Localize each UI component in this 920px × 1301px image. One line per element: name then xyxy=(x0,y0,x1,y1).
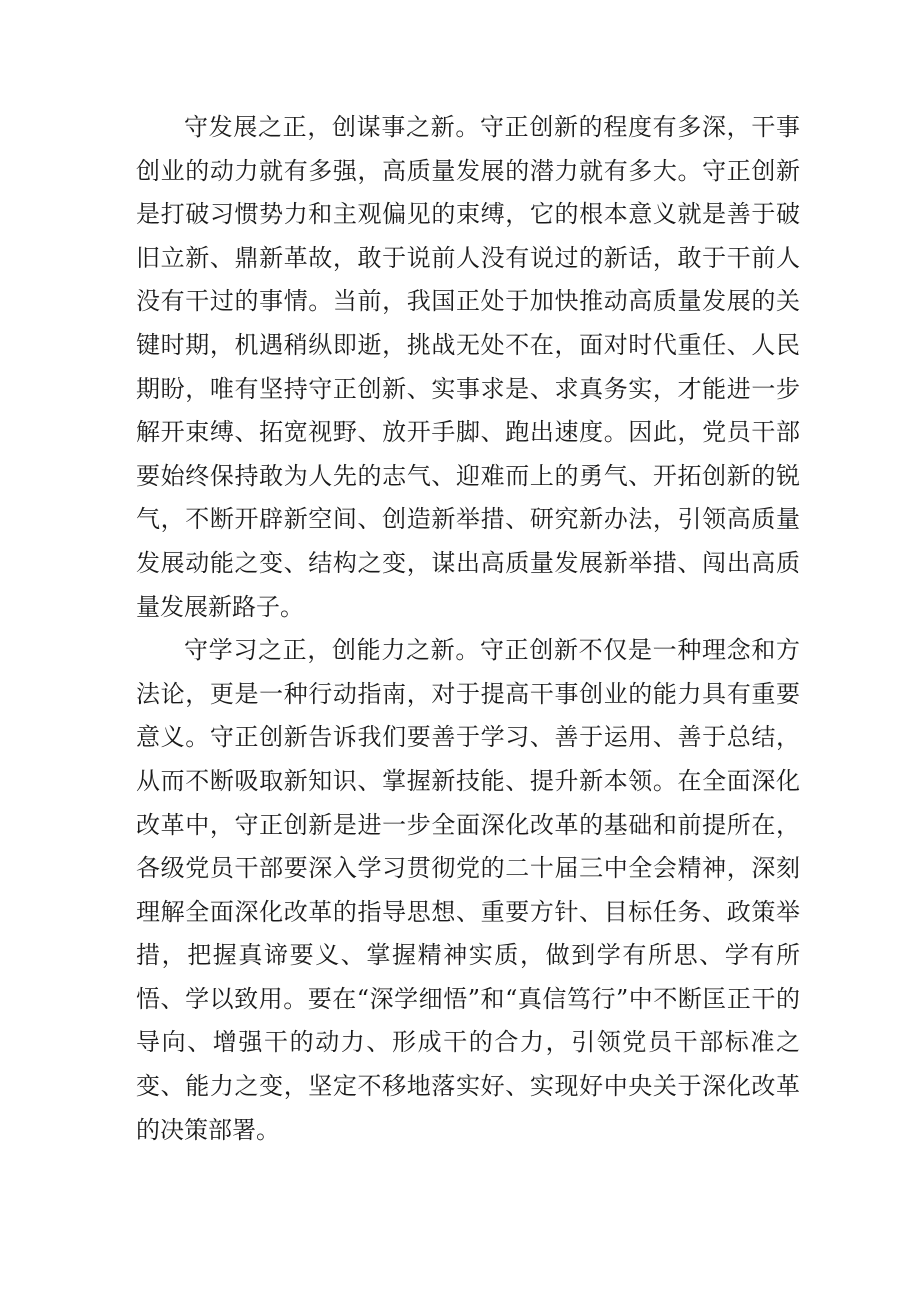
paragraph-development: 守发展之正，创谋事之新。守正创新的程度有多深，干事创业的动力就有多强，高质量发展的潜力就有多大。守正创新是打破习惯势力和主观偏见的束缚，它的根本意义就是善于破旧立新、鼎新革故，敢于说前人没有说过的新话，敢于干前人没有干过的事情。当前，我国正处于加快推动高质量发展的关键时期，机遇稍纵即逝，挑战无处不在，面对时代重任、人民期盼，唯有坚持守正创新、实事求是、求真务实，才能进一步解开束缚、拓宽视野、放开手脚、跑出速度。因此，党员干部要始终保持敢为人先的志气、迎难而上的勇气、开拓创新的锐气，不断开辟新空间、创造新举措、研究新办法，引领高质量发展动能之变、结构之变，谋出高质量发展新举措、闯出高质量发展新路子。 xyxy=(136,113,800,621)
paragraph-learning: 守学习之正，创能力之新。守正创新不仅是一种理念和方法论，更是一种行动指南，对于提高干事创业的能力具有重要意义。守正创新告诉我们要善于学习、善于运用、善于总结，从而不断吸取新知识、掌握新技能、提升新本领。在全面深化改革中，守正创新是进一步全面深化改革的基础和前提所在，各级党员干部要深入学习贯彻党的二十届三中全会精神，深刻理解全面深化改革的指导思想、重要方针、目标任务、政策举措，把握真谛要义、掌握精神实质，做到学有所思、学有所悟、学以致用。要在“深学细悟”和“真信笃行”中不断匡正干的导向、增强干的动力、形成干的合力，引领党员干部标准之变、能力之变，坚定不移地落实好、实现好中央关于深化改革的决策部署。 xyxy=(136,636,800,1144)
document-body xyxy=(136,106,800,1152)
